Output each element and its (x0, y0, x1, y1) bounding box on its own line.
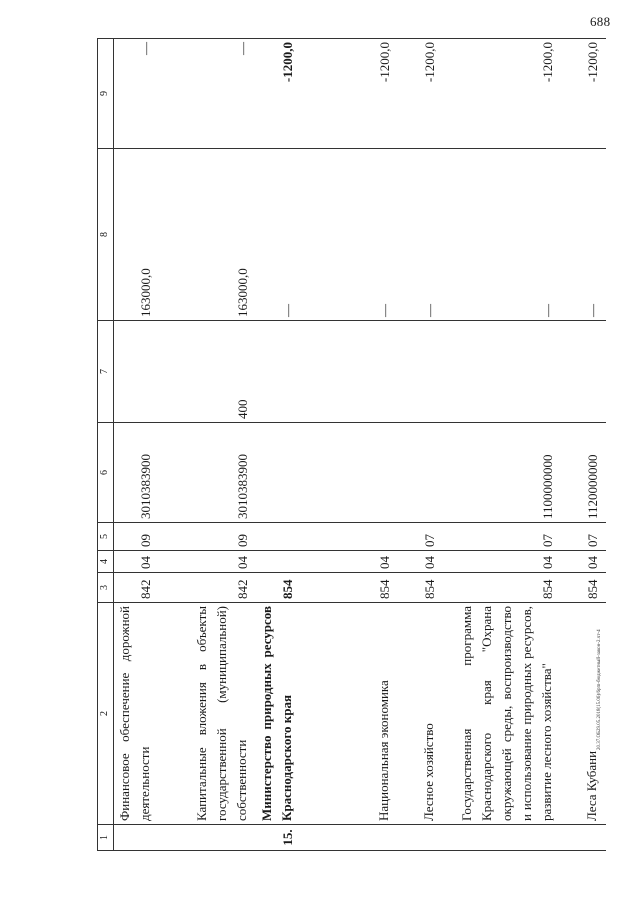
cell-expense-type (301, 321, 398, 423)
column-header-4: 4 (98, 551, 114, 573)
row-name: Леса Кубани (561, 603, 606, 825)
cell-amount-col9: -1200,0 (256, 39, 301, 149)
cell-expense-type (113, 321, 159, 423)
cell-amount-col8: — (398, 149, 443, 321)
cell-section: 04 (159, 551, 256, 573)
cell-target-article (398, 423, 443, 523)
cell-expense-type (256, 321, 301, 423)
table-row (159, 39, 256, 851)
cell-subsection: 09 (159, 523, 256, 551)
row-number: 15. (256, 825, 301, 851)
row-number (443, 825, 561, 851)
column-header-5: 5 (98, 523, 114, 551)
column-header-2: 2 (98, 603, 114, 825)
table-header-row (98, 39, 114, 851)
cell-section: 04 (113, 551, 159, 573)
cell-subsection: 07 (398, 523, 443, 551)
cell-expense-type (561, 321, 606, 423)
cell-subsection: 09 (113, 523, 159, 551)
cell-section (256, 551, 301, 573)
cell-ministry-code: 854 (561, 573, 606, 603)
cell-target-article: 1100000000 (443, 423, 561, 523)
row-name: Национальная экономика (301, 603, 398, 825)
row-number (398, 825, 443, 851)
column-header-1: 1 (98, 825, 114, 851)
table-row (561, 39, 606, 851)
row-number (301, 825, 398, 851)
row-name: Лесное хозяйство (398, 603, 443, 825)
cell-ministry-code: 842 (113, 573, 159, 603)
row-name: Министерство природных ресурсов Краснодарского края (256, 603, 301, 825)
cell-ministry-code: 854 (256, 573, 301, 603)
cell-subsection (301, 523, 398, 551)
cell-amount-col9: -1200,0 (301, 39, 398, 149)
cell-target-article: 3010383900 (159, 423, 256, 523)
row-name: Финансовое обеспечение дорожной деятельности (113, 603, 159, 825)
cell-amount-col9: — (113, 39, 159, 149)
cell-target-article: 1120000000 (561, 423, 606, 523)
cell-target-article: 3010383900 (113, 423, 159, 523)
cell-section: 04 (561, 551, 606, 573)
row-number (113, 825, 159, 851)
cell-section: 04 (398, 551, 443, 573)
table-row (443, 39, 561, 851)
cell-subsection: 07 (443, 523, 561, 551)
table-row (301, 39, 398, 851)
cell-amount-col9: -1200,0 (443, 39, 561, 149)
column-header-8: 8 (98, 149, 114, 321)
cell-amount-col8: — (301, 149, 398, 321)
table-row (256, 39, 301, 851)
cell-ministry-code: 854 (398, 573, 443, 603)
cell-amount-col9: — (159, 39, 256, 149)
cell-expense-type (443, 321, 561, 423)
cell-amount-col8: — (256, 149, 301, 321)
table-row (113, 39, 159, 851)
cell-amount-col8: 163000,0 (159, 149, 256, 321)
column-header-6: 6 (98, 423, 114, 523)
row-number (561, 825, 606, 851)
cell-expense-type: 400 (159, 321, 256, 423)
row-name: Капитальные вложения в объекты государственной (муниципальной) собственности (159, 603, 256, 825)
column-header-7: 7 (98, 321, 114, 423)
cell-amount-col9: -1200,0 (561, 39, 606, 149)
column-header-3: 3 (98, 573, 114, 603)
cell-section: 04 (443, 551, 561, 573)
document-footer-code: 20.37.ОБ29.05.2018(15.06)/6pm-бюджетный-закон-2.чт-4 (597, 629, 602, 750)
cell-ministry-code: 854 (443, 573, 561, 603)
cell-ministry-code: 854 (301, 573, 398, 603)
row-number (159, 825, 256, 851)
cell-subsection: 07 (561, 523, 606, 551)
table-row (398, 39, 443, 851)
cell-ministry-code: 842 (159, 573, 256, 603)
column-header-9: 9 (98, 39, 114, 149)
page-number: 688 (590, 14, 611, 29)
cell-target-article (301, 423, 398, 523)
cell-amount-col8: 163000,0 (113, 149, 159, 321)
cell-expense-type (398, 321, 443, 423)
cell-subsection (256, 523, 301, 551)
cell-amount-col8: — (561, 149, 606, 321)
cell-section: 04 (301, 551, 398, 573)
budget-table (97, 38, 606, 851)
cell-amount-col8: — (443, 149, 561, 321)
row-name: Государственная программа Краснодарского края "Охрана окружающей среды, воспроизводство и использование природных ресурсов, развитие лесного хозяйства" (443, 603, 561, 825)
cell-amount-col9: -1200,0 (398, 39, 443, 149)
cell-target-article (256, 423, 301, 523)
